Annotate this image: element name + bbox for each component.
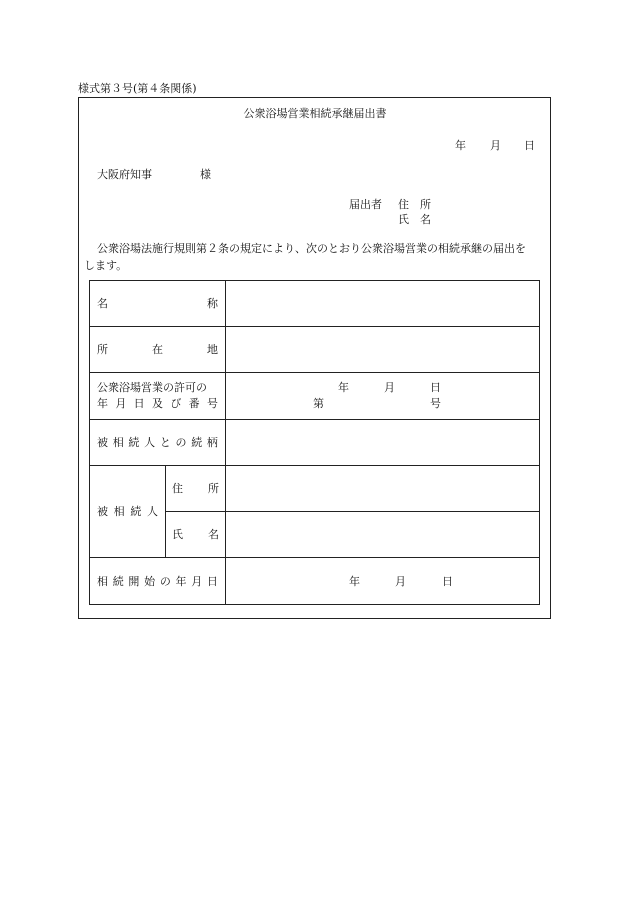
row-permit-label-char: 号: [206, 397, 218, 410]
row-start-char: 始: [144, 575, 156, 588]
date-month-label: 月: [490, 139, 501, 152]
row-location-value[interactable]: [226, 327, 539, 372]
row-decedent-char: 続: [130, 505, 142, 518]
row-relation-char: 人: [144, 436, 156, 449]
row-permit-label-char: 年: [97, 397, 108, 410]
row-start-date-day: 日: [442, 575, 453, 588]
date-year-label: 年: [455, 139, 466, 152]
row-decedent-name-value[interactable]: [226, 512, 539, 557]
row-relation-char: 続: [128, 436, 140, 449]
date-day-label: 日: [524, 139, 535, 152]
row-name-label-right: 称: [207, 297, 218, 310]
row-decedent-char: 被: [97, 505, 108, 518]
row-permit-label-char: 番: [188, 397, 200, 410]
row-decedent-name-right: 名: [208, 528, 219, 541]
row-name-value[interactable]: [226, 281, 539, 326]
applicant-address-label: 住 所: [398, 198, 431, 211]
form-title: 公衆浴場営業相続承継届出書: [243, 107, 387, 120]
row-decedent-label: [97, 506, 158, 517]
row-decedent-address-value[interactable]: [226, 466, 539, 511]
row-permit-label-line1: 公衆浴場営業の許可の: [97, 381, 207, 394]
row-permit-label-char: び: [170, 397, 182, 410]
row-name-label-left: 名: [97, 297, 108, 310]
row-start-char: の: [159, 575, 171, 588]
row-permit-label-char: 及: [151, 397, 163, 410]
row-name-label: [97, 298, 218, 309]
body-text-line2: します。: [84, 259, 128, 272]
row-start-date-year: 年: [349, 575, 360, 588]
row-decedent-char: 人: [146, 505, 158, 518]
row-decedent-address-left: 住: [172, 482, 183, 495]
row-location-label: [97, 344, 218, 355]
applicant-name-label: 氏 名: [398, 213, 431, 226]
table-subcolumn-divider: [165, 465, 166, 557]
row-relation-value[interactable]: [226, 420, 539, 465]
row-relation-char: 続: [191, 436, 203, 449]
row-relation-char: 相: [112, 436, 124, 449]
row-decedent-address-right: 所: [208, 482, 219, 495]
table-row-divider: [89, 557, 540, 558]
body-text-line1: 公衆浴場法施行規則第２条の規定により、次のとおり公衆浴場営業の相続承継の届出を: [97, 242, 526, 255]
row-relation-char: 柄: [206, 436, 218, 449]
row-permit-label-char: 日: [133, 397, 145, 410]
applicant-label: 届出者: [349, 198, 382, 211]
row-decedent-name-left: 氏: [172, 528, 183, 541]
row-start-char: 日: [206, 575, 218, 588]
row-start-date-month: 月: [395, 575, 406, 588]
row-permit-date-year: 年: [338, 381, 349, 394]
row-start-char: 相: [97, 575, 108, 588]
addressee-honorific: 様: [200, 168, 211, 181]
row-permit-label-line2: [97, 398, 218, 409]
row-decedent-address-label: [172, 483, 219, 494]
row-permit-number-prefix: 第: [313, 397, 324, 410]
row-location-char: 地: [207, 343, 218, 356]
row-decedent-char: 相: [113, 505, 125, 518]
row-location-char: 在: [152, 343, 163, 356]
row-decedent-name-label: [172, 529, 219, 540]
row-start-label: [97, 576, 218, 587]
row-relation-char: と: [159, 436, 171, 449]
form-number: 様式第３号(第４条関係): [78, 82, 197, 95]
row-permit-label-char: 月: [115, 397, 127, 410]
table-row-divider: [89, 372, 540, 373]
row-permit-number-suffix: 号: [430, 397, 441, 410]
row-location-char: 所: [97, 343, 108, 356]
row-permit-date-month: 月: [384, 381, 395, 394]
row-start-char: 続: [112, 575, 124, 588]
row-start-char: 月: [191, 575, 203, 588]
row-start-char: 年: [175, 575, 187, 588]
row-permit-date-day: 日: [430, 381, 441, 394]
row-relation-label: [97, 437, 218, 448]
row-relation-char: の: [175, 436, 187, 449]
row-relation-char: 被: [97, 436, 108, 449]
row-start-char: 開: [128, 575, 140, 588]
addressee-name: 大阪府知事: [97, 168, 152, 181]
